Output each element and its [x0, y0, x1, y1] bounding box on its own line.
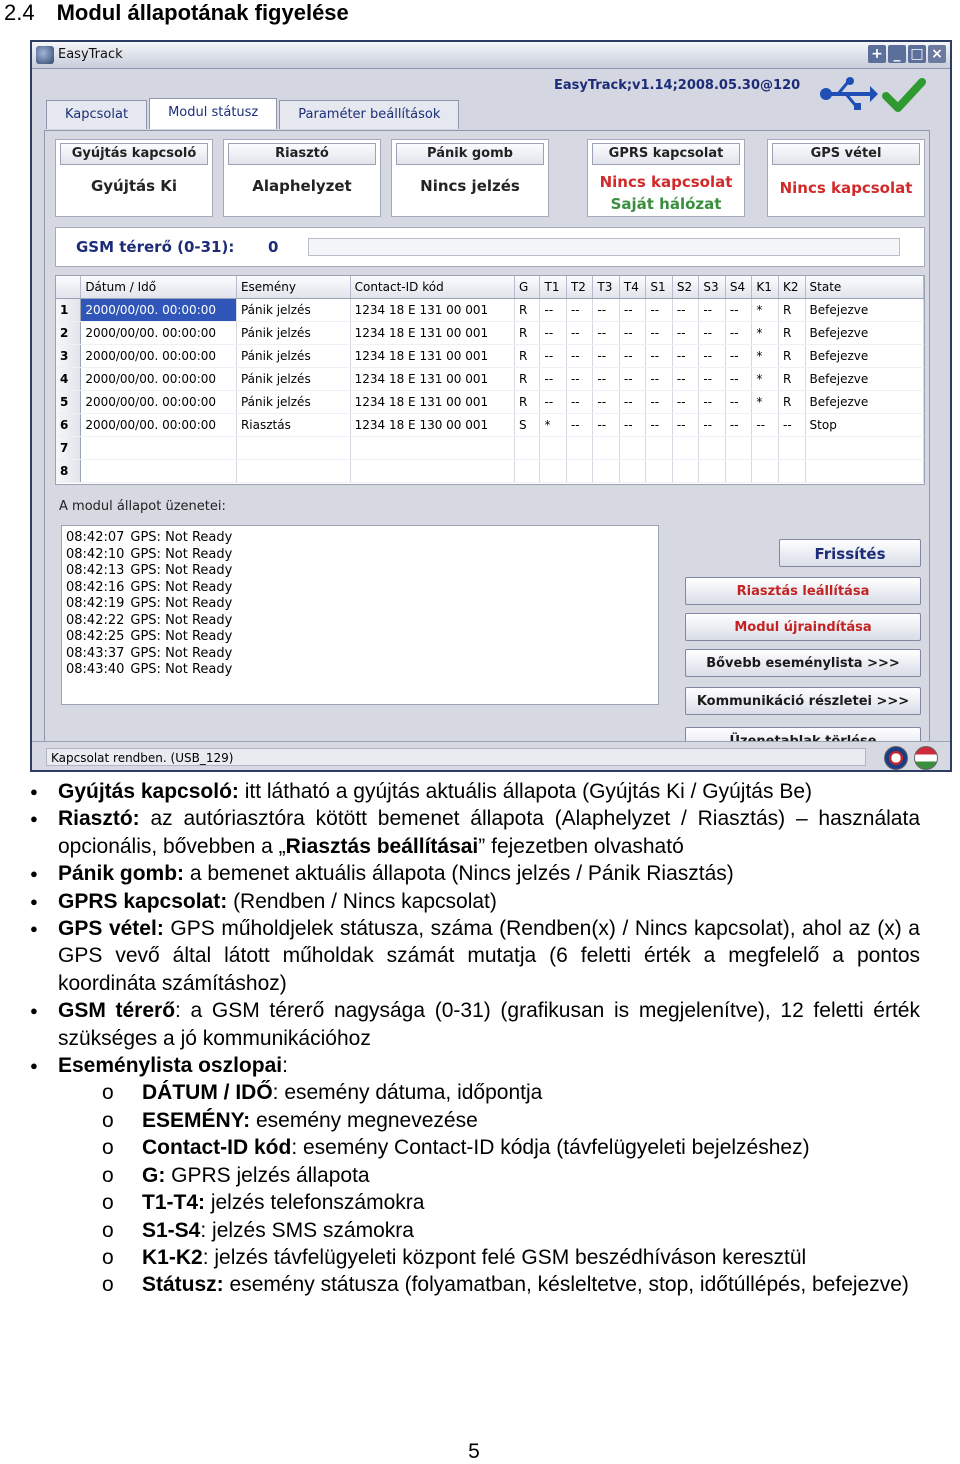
table-cell — [725, 437, 752, 460]
tab-kapcsolat[interactable]: Kapcsolat — [46, 100, 147, 129]
table-cell: 1234 18 E 131 00 001 — [350, 391, 514, 414]
event-table — [56, 276, 924, 483]
table-row[interactable] — [56, 414, 924, 437]
table-cell — [81, 437, 237, 460]
gps-status-box — [767, 139, 925, 217]
message-time: 08:42:19 — [66, 596, 125, 611]
table-cell: 1234 18 E 131 00 001 — [350, 322, 514, 345]
alarm-status-value: Alaphelyzet — [252, 177, 352, 195]
alarm-status-header: Riasztó — [228, 143, 376, 165]
table-cell: -- — [699, 322, 726, 345]
table-cell: -- — [672, 299, 699, 322]
table-cell: R — [778, 368, 805, 391]
row-number: 6 — [56, 414, 81, 437]
row-number: 2 — [56, 322, 81, 345]
column-header[interactable]: Contact-ID kód — [350, 276, 514, 299]
message-text: GPS: Not Ready — [130, 596, 233, 611]
column-header[interactable]: T4 — [619, 276, 645, 299]
bullet-text: a bemenet aktuális állapota (Nincs jelzés / Pánik Riasztás) — [184, 862, 734, 886]
table-cell: -- — [646, 391, 673, 414]
table-cell: -- — [540, 322, 566, 345]
status-bar — [32, 741, 950, 770]
panic-status-box — [391, 139, 549, 217]
message-line — [66, 613, 658, 630]
bullet-text: ” fejezetben olvasható — [478, 834, 684, 858]
table-cell: * — [752, 299, 779, 322]
table-cell: -- — [619, 345, 645, 368]
table-row[interactable] — [56, 460, 924, 483]
table-cell — [672, 437, 699, 460]
table-cell: -- — [725, 322, 752, 345]
bullet-term: Riasztó: — [58, 807, 140, 831]
column-header[interactable]: State — [805, 276, 923, 299]
table-cell — [515, 460, 540, 483]
tab-modul-statusz[interactable]: Modul státusz — [149, 98, 277, 129]
sub-item — [58, 1244, 920, 1271]
row-number: 3 — [56, 345, 81, 368]
sub-item — [58, 1134, 920, 1161]
panic-status-value: Nincs jelzés — [420, 177, 520, 195]
ignition-status-value: Gyújtás Ki — [90, 177, 178, 195]
sub-term: Státusz: — [142, 1273, 224, 1297]
table-cell: 1234 18 E 130 00 001 — [350, 414, 514, 437]
minimize-icon[interactable]: _ — [888, 45, 906, 63]
section-heading — [4, 0, 349, 26]
bullet-term: Pánik gomb: — [58, 862, 185, 886]
row-number: 8 — [56, 460, 81, 483]
table-cell: R — [515, 345, 540, 368]
table-row[interactable] — [56, 391, 924, 414]
sub-text: : esemény dátuma, időpontja — [272, 1081, 543, 1105]
message-line — [66, 596, 658, 613]
table-cell: -- — [672, 322, 699, 345]
table-cell: 2000/00/00. 00:00:00 — [81, 414, 237, 437]
table-cell: -- — [699, 391, 726, 414]
table-cell: Pánik jelzés — [236, 322, 350, 345]
page-number: 5 — [468, 1440, 480, 1463]
bullet-text: az autóriasztóra kötött bemenet állapota (Alaphelyzet / Riasztás) – használata opcionális, bővebben a „ — [58, 807, 920, 858]
table-cell: -- — [619, 414, 645, 437]
extra-icon[interactable]: + — [868, 45, 886, 63]
message-line — [66, 547, 658, 564]
column-header[interactable] — [56, 276, 81, 299]
message-line — [66, 563, 658, 580]
table-cell: -- — [646, 299, 673, 322]
table-cell — [778, 437, 805, 460]
table-cell — [805, 437, 923, 460]
table-cell: R — [778, 322, 805, 345]
sub-text: esemény státusza (folyamatban, késleltetve, stop, időtúllépés, befejezve) — [223, 1273, 909, 1297]
table-cell: -- — [593, 391, 619, 414]
sub-item — [58, 1107, 920, 1134]
message-text: GPS: Not Ready — [130, 546, 233, 562]
table-cell: R — [515, 368, 540, 391]
table-cell: -- — [752, 414, 779, 437]
bullet-term: GPS vétel: — [58, 917, 164, 941]
message-text: GPS: Not Ready — [130, 579, 233, 595]
sub-term: T1-T4: — [142, 1191, 205, 1215]
table-cell: -- — [540, 391, 566, 414]
sub-text: : jelzés távfelügyeleti központ felé GSM beszédhíváson keresztül — [202, 1245, 807, 1269]
bullet-item — [30, 915, 920, 997]
table-cell: -- — [619, 391, 645, 414]
table-cell: -- — [566, 391, 592, 414]
table-cell — [350, 460, 514, 483]
message-text: GPS: Not Ready — [130, 645, 233, 661]
table-cell: -- — [699, 345, 726, 368]
gsm-signal-bar — [308, 238, 900, 256]
gprs-status-box — [587, 139, 745, 217]
table-cell — [236, 437, 350, 460]
message-line — [66, 530, 658, 547]
table-cell: -- — [646, 322, 673, 345]
message-line — [66, 662, 658, 679]
table-cell: 2000/00/00. 00:00:00 — [81, 368, 237, 391]
table-cell — [593, 460, 619, 483]
table-cell — [725, 460, 752, 483]
table-cell: -- — [593, 345, 619, 368]
table-cell — [778, 460, 805, 483]
table-cell: -- — [699, 414, 726, 437]
bullet-text: (Rendben / Nincs kapcsolat) — [227, 889, 497, 913]
alarm-stop-button[interactable]: Riasztás leállítása — [685, 577, 921, 605]
table-cell: R — [778, 345, 805, 368]
gsm-signal-value: 0 — [268, 238, 279, 256]
window-controls — [868, 45, 946, 63]
table-cell: -- — [778, 414, 805, 437]
table-cell — [619, 460, 645, 483]
column-header[interactable]: Dátum / Idő — [81, 276, 237, 299]
status-bar-text: Kapcsolat rendben. (USB_129) — [46, 748, 866, 766]
row-number: 7 — [56, 437, 81, 460]
table-cell — [350, 437, 514, 460]
message-time: 08:43:40 — [66, 662, 125, 677]
bullet-term: Riasztás beállításai — [285, 834, 479, 858]
table-cell: -- — [619, 299, 645, 322]
table-cell: -- — [566, 345, 592, 368]
table-cell: 1234 18 E 131 00 001 — [350, 345, 514, 368]
table-cell — [81, 460, 237, 483]
table-cell: 2000/00/00. 00:00:00 — [81, 391, 237, 414]
table-row[interactable] — [56, 437, 924, 460]
table-cell: R — [515, 299, 540, 322]
table-cell — [619, 437, 645, 460]
table-cell: -- — [725, 368, 752, 391]
table-cell: Pánik jelzés — [236, 299, 350, 322]
table-cell: -- — [540, 368, 566, 391]
sub-item — [58, 1189, 920, 1216]
table-cell: R — [515, 322, 540, 345]
sub-text: GPRS jelzés állapota — [165, 1163, 370, 1187]
version-label: EasyTrack;v1.14;2008.05.30@120 — [554, 78, 801, 93]
column-header[interactable]: S4 — [725, 276, 752, 299]
message-text: GPS: Not Ready — [130, 612, 233, 628]
message-time: 08:42:07 — [66, 530, 125, 545]
window-title: EasyTrack — [58, 47, 123, 62]
sub-term: ESEMÉNY: — [142, 1108, 251, 1132]
bullet-item — [30, 1052, 920, 1299]
table-cell: -- — [566, 368, 592, 391]
table-cell: Stop — [805, 414, 923, 437]
table-cell: -- — [646, 368, 673, 391]
table-cell: * — [752, 391, 779, 414]
module-restart-button[interactable]: Modul újraindítása — [685, 613, 921, 641]
table-cell: Befejezve — [805, 299, 923, 322]
table-cell: -- — [646, 345, 673, 368]
table-cell — [672, 460, 699, 483]
maximize-icon[interactable]: □ — [908, 45, 926, 63]
sub-item — [58, 1162, 920, 1189]
sub-text: : esemény Contact-ID kódja (távfelügyeleti bejelzéshez) — [291, 1136, 810, 1160]
table-cell: -- — [566, 414, 592, 437]
checkmark-icon — [882, 78, 926, 114]
messages-title: A modul állapot üzenetei: — [59, 499, 226, 514]
table-cell: -- — [619, 368, 645, 391]
section-number: 2.4 — [4, 0, 35, 25]
table-cell: -- — [725, 414, 752, 437]
table-cell — [805, 460, 923, 483]
table-cell — [566, 437, 592, 460]
column-header[interactable]: K1 — [752, 276, 779, 299]
bullet-term: Eseménylista oszlopai — [58, 1054, 283, 1078]
bullet-item — [30, 888, 920, 915]
bullet-text: GPS műholdjelek státusza, száma (Rendben(x) / Nincs kapcsolat), ahol az (x) a GPS vevő által látott műholdak számát mutatja (6 feletti érték a megfelelő a pontos koordináta számításhoz) — [58, 917, 920, 995]
ignition-status-header: Gyújtás kapcsoló — [60, 143, 208, 165]
status-panel — [44, 130, 930, 746]
table-cell: -- — [566, 322, 592, 345]
table-cell — [540, 437, 566, 460]
easytrack-window — [30, 40, 952, 772]
bullet-item — [30, 805, 920, 860]
table-cell: -- — [725, 299, 752, 322]
message-time: 08:42:10 — [66, 546, 125, 562]
table-cell: * — [752, 368, 779, 391]
sub-term: DÁTUM / IDŐ — [142, 1081, 273, 1105]
table-cell: R — [778, 299, 805, 322]
table-cell: Pánik jelzés — [236, 391, 350, 414]
table-cell — [593, 437, 619, 460]
column-header[interactable]: S1 — [646, 276, 673, 299]
table-row[interactable] — [56, 299, 924, 322]
table-cell: -- — [672, 368, 699, 391]
table-cell: -- — [619, 322, 645, 345]
row-number: 1 — [56, 299, 81, 322]
table-cell: * — [752, 345, 779, 368]
table-cell — [699, 460, 726, 483]
bullet-item — [30, 997, 920, 1052]
alarm-status-box — [223, 139, 381, 217]
table-cell: Befejezve — [805, 368, 923, 391]
ignition-status-box — [55, 139, 213, 217]
table-cell: R — [778, 391, 805, 414]
table-cell: -- — [699, 299, 726, 322]
sub-text: esemény megnevezése — [250, 1108, 478, 1132]
gprs-status-line2: Saját hálózat — [610, 195, 722, 213]
table-cell: -- — [672, 414, 699, 437]
message-time: 08:42:22 — [66, 612, 125, 628]
gprs-status-value — [588, 171, 744, 215]
table-cell — [646, 460, 673, 483]
sub-list — [58, 1079, 920, 1298]
message-time: 08:42:16 — [66, 579, 125, 595]
table-cell: Befejezve — [805, 391, 923, 414]
sub-item — [58, 1217, 920, 1244]
table-cell: * — [540, 414, 566, 437]
table-cell: -- — [540, 299, 566, 322]
sub-item — [58, 1271, 920, 1298]
messages-box[interactable] — [61, 525, 659, 705]
gsm-signal-label: GSM térerő (0-31): — [76, 238, 235, 256]
table-row[interactable] — [56, 345, 924, 368]
app-icon — [36, 46, 54, 64]
gps-status-value: Nincs kapcsolat — [779, 179, 913, 197]
bullet-term: GSM térerő — [58, 999, 176, 1023]
sub-term: S1-S4 — [142, 1218, 201, 1242]
column-header[interactable]: K2 — [778, 276, 805, 299]
table-cell — [540, 460, 566, 483]
bullet-item — [30, 778, 920, 805]
message-time: 08:43:37 — [66, 645, 125, 661]
bullet-list — [30, 778, 920, 1299]
table-cell: Befejezve — [805, 322, 923, 345]
table-cell: -- — [725, 345, 752, 368]
column-header[interactable]: T3 — [593, 276, 619, 299]
table-cell: -- — [672, 391, 699, 414]
table-cell: 2000/00/00. 00:00:00 — [81, 322, 237, 345]
message-text: GPS: Not Ready — [130, 563, 233, 578]
sub-term: Contact-ID kód — [142, 1136, 292, 1160]
table-cell: -- — [699, 368, 726, 391]
tab-parameter-beallitasok[interactable]: Paraméter beállítások — [279, 100, 459, 129]
table-cell — [646, 437, 673, 460]
uk-flag-icon[interactable] — [884, 746, 908, 770]
message-time: 08:42:13 — [66, 563, 125, 578]
message-line — [66, 646, 658, 663]
sub-text: jelzés telefonszámokra — [205, 1191, 425, 1215]
message-line — [66, 629, 658, 646]
description — [30, 778, 920, 1299]
table-cell: -- — [672, 345, 699, 368]
table-cell: -- — [540, 345, 566, 368]
table-cell: -- — [566, 299, 592, 322]
message-time: 08:42:25 — [66, 629, 125, 644]
table-row[interactable] — [56, 368, 924, 391]
table-cell: 2000/00/00. 00:00:00 — [81, 345, 237, 368]
table-cell: -- — [593, 414, 619, 437]
table-cell: 1234 18 E 131 00 001 — [350, 299, 514, 322]
column-header[interactable]: T1 — [540, 276, 566, 299]
sub-text: : jelzés SMS számokra — [200, 1218, 414, 1242]
gprs-status-line1: Nincs kapcsolat — [599, 173, 733, 191]
bullet-text: itt látható a gyújtás aktuális állapota (Gyújtás Ki / Gyújtás Be) — [238, 780, 813, 803]
table-cell: Pánik jelzés — [236, 345, 350, 368]
table-cell — [566, 460, 592, 483]
message-text: GPS: Not Ready — [130, 629, 233, 644]
table-cell: 2000/00/00. 00:00:00 — [81, 299, 237, 322]
panic-status-header: Pánik gomb — [396, 143, 544, 165]
message-text: GPS: Not Ready — [130, 530, 233, 545]
event-list[interactable] — [55, 275, 925, 485]
table-cell: S — [515, 414, 540, 437]
gsm-signal-box — [55, 227, 925, 267]
comm-details-button[interactable]: Kommunikáció részletei >>> — [685, 687, 921, 715]
row-number: 4 — [56, 368, 81, 391]
bullet-term: Gyújtás kapcsoló: — [58, 780, 239, 803]
title-bar — [32, 42, 950, 69]
hu-flag-icon[interactable] — [914, 746, 938, 770]
bullet-text: : a GSM térerő nagysága (0-31) (grafikusan is megjelenítve), 12 feletti érték szükséges a jó kommunikációhoz — [58, 999, 920, 1050]
message-text: GPS: Not Ready — [130, 662, 233, 677]
table-cell — [236, 460, 350, 483]
gps-status-header: GPS vétel — [772, 143, 920, 165]
table-cell — [699, 437, 726, 460]
column-header[interactable]: S2 — [672, 276, 699, 299]
table-cell: -- — [593, 322, 619, 345]
table-cell: -- — [646, 414, 673, 437]
table-cell: R — [515, 391, 540, 414]
table-cell — [752, 437, 779, 460]
sub-term: G: — [142, 1163, 166, 1187]
gprs-status-header: GPRS kapcsolat — [592, 143, 740, 165]
close-icon[interactable]: × — [928, 45, 946, 63]
table-cell: * — [752, 322, 779, 345]
sub-term: K1-K2 — [142, 1245, 203, 1269]
section-title: Modul állapotának figyelése — [56, 0, 349, 25]
table-cell: Pánik jelzés — [236, 368, 350, 391]
row-number: 5 — [56, 391, 81, 414]
sub-item — [58, 1079, 920, 1106]
tab-bar — [46, 100, 461, 131]
table-cell: Riasztás — [236, 414, 350, 437]
table-cell: -- — [593, 368, 619, 391]
table-cell: 1234 18 E 131 00 001 — [350, 368, 514, 391]
column-header[interactable]: G — [515, 276, 540, 299]
table-cell: -- — [725, 391, 752, 414]
table-cell: Befejezve — [805, 345, 923, 368]
message-line — [66, 580, 658, 597]
column-header[interactable]: S3 — [699, 276, 726, 299]
column-header[interactable]: Esemény — [236, 276, 350, 299]
bullet-item — [30, 860, 920, 887]
table-cell — [752, 460, 779, 483]
table-cell: -- — [593, 299, 619, 322]
bullet-text: : — [282, 1054, 288, 1078]
usb-icon — [818, 74, 878, 114]
table-cell — [515, 437, 540, 460]
refresh-button[interactable]: Frissítés — [779, 539, 921, 567]
bullet-term: GPRS kapcsolat: — [58, 889, 228, 913]
event-list-button[interactable]: Bővebb eseménylista >>> — [685, 649, 921, 677]
column-header[interactable]: T2 — [566, 276, 592, 299]
table-row[interactable] — [56, 322, 924, 345]
